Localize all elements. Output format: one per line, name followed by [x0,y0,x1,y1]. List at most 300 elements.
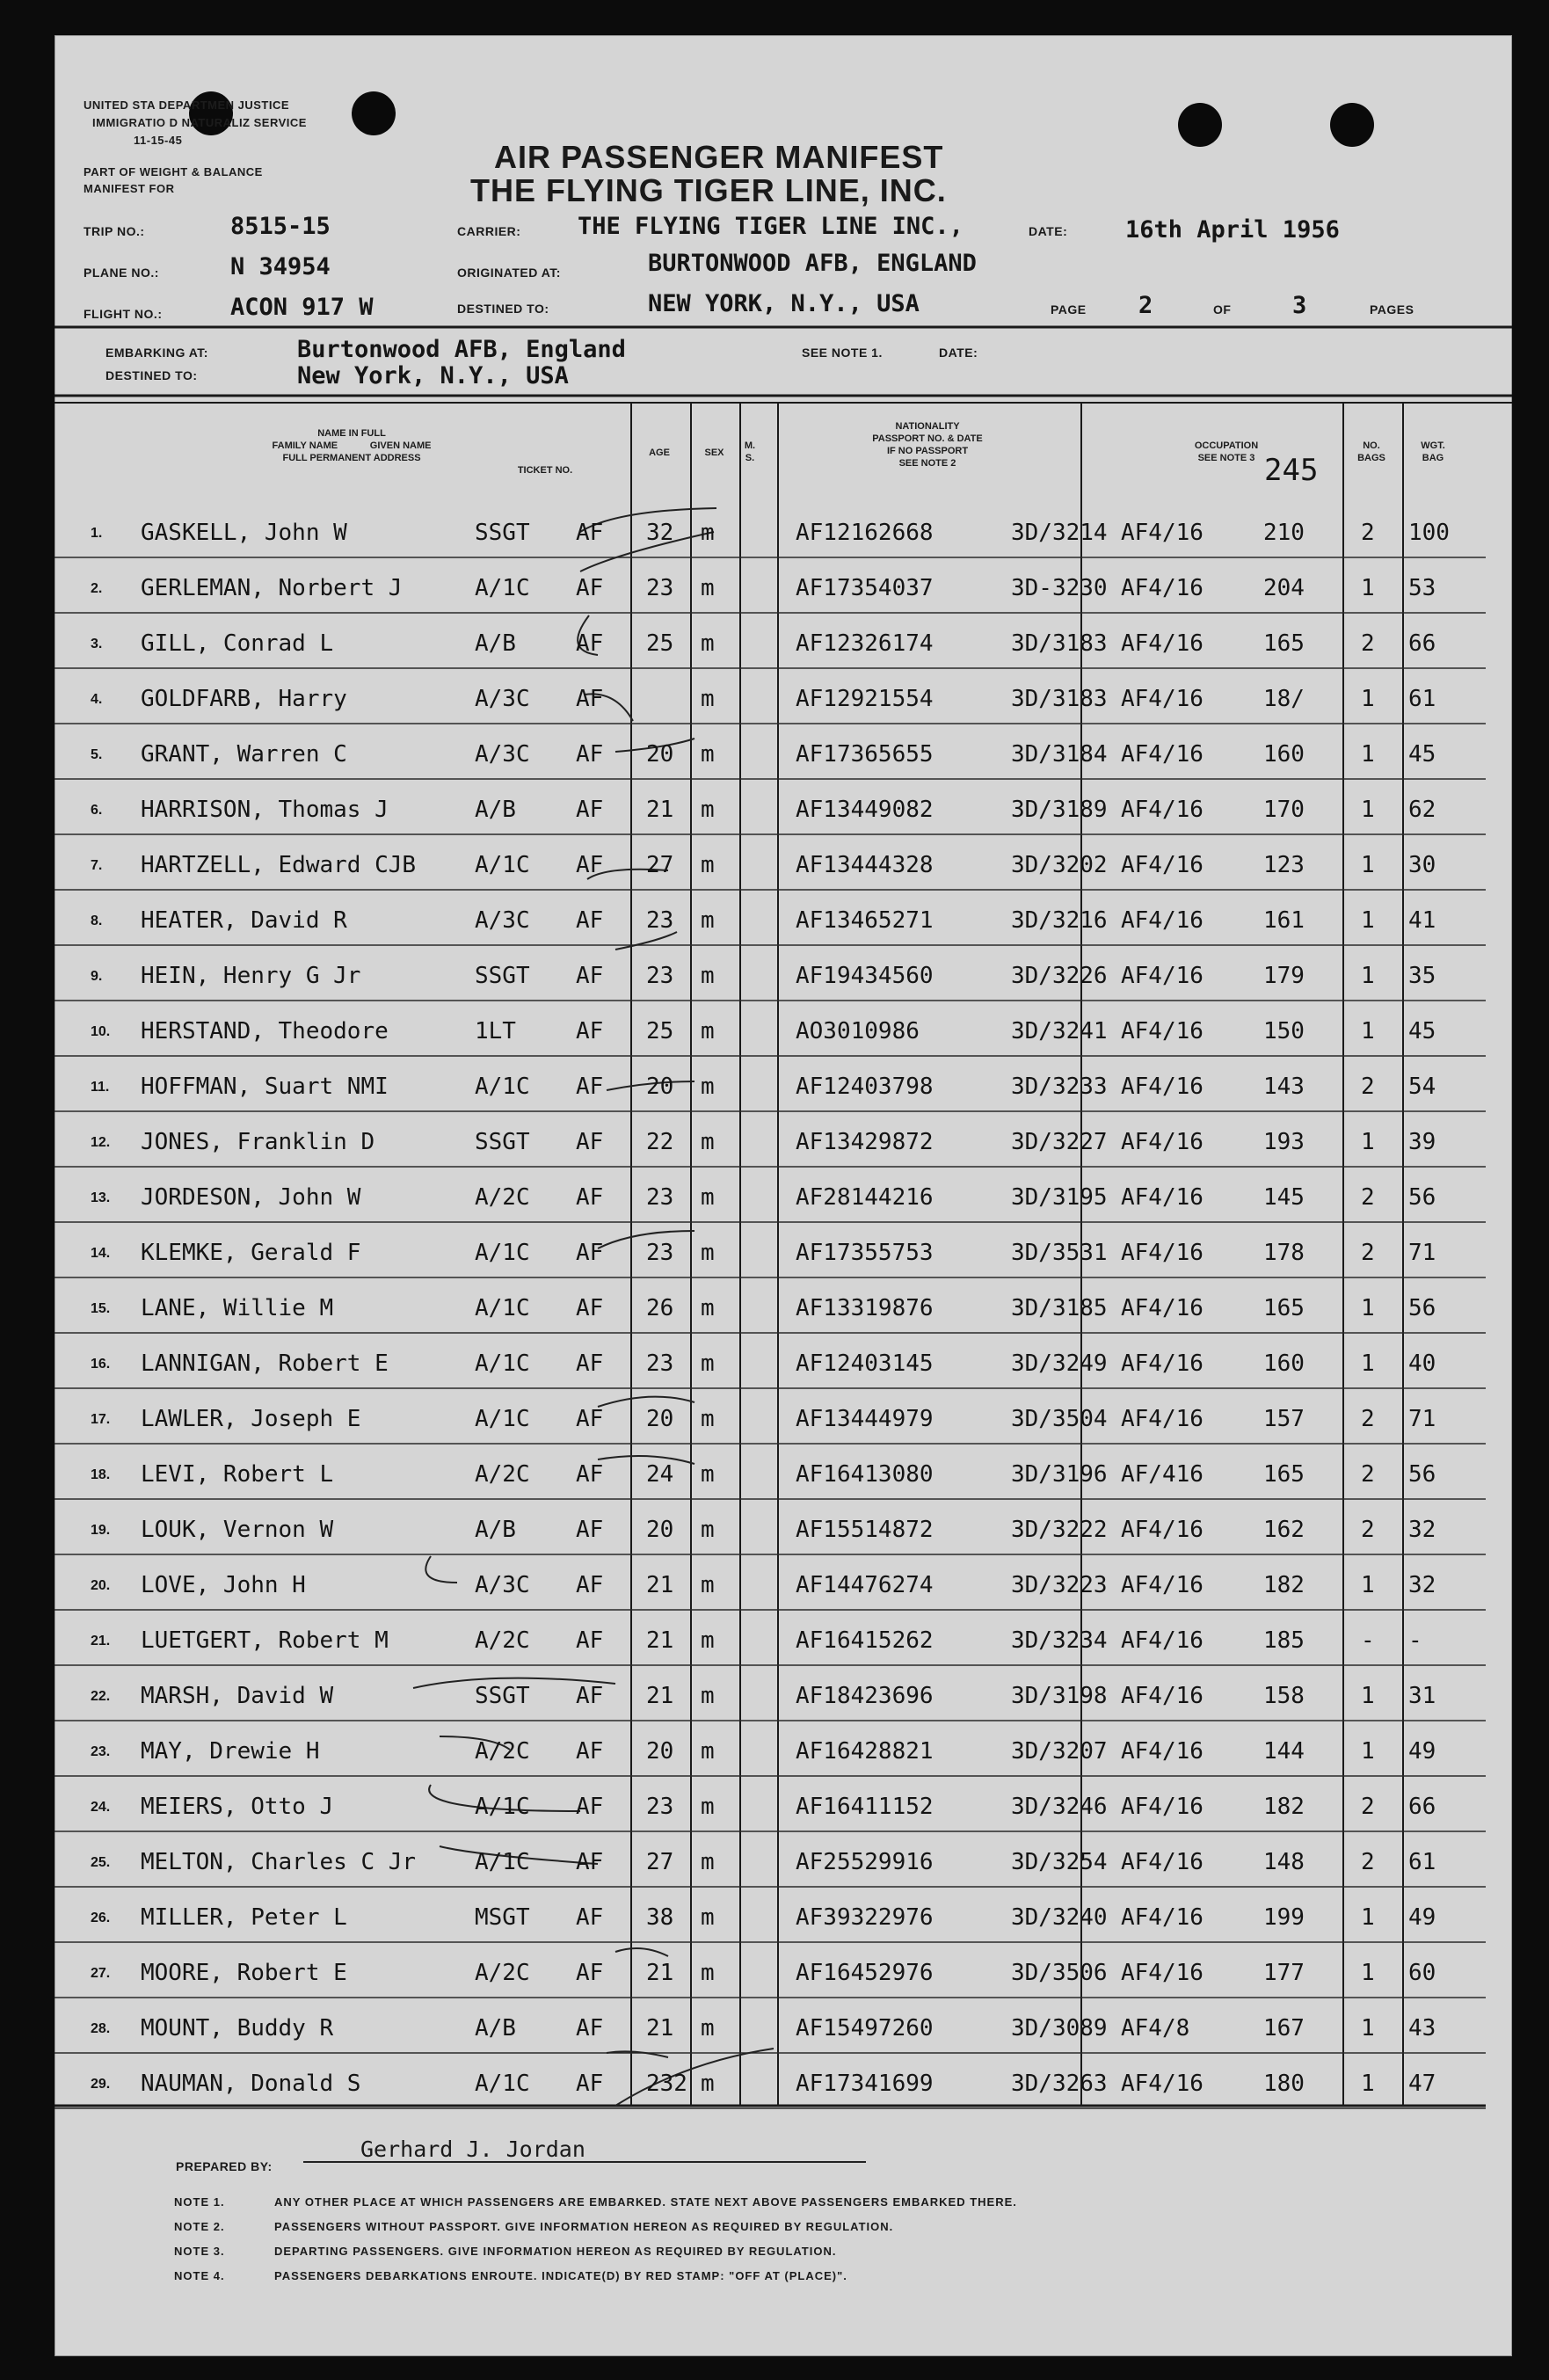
age: 21 [646,2015,674,2042]
age: 23 [646,575,674,601]
orders: AF4/16 [1121,1406,1204,1432]
table-row [0,1613,1549,1669]
table-row [0,727,1549,782]
sex: m [701,1738,715,1765]
table-row [0,506,1549,561]
bag-weight: 62 [1408,797,1436,823]
row-number: 15. [91,1301,111,1316]
bag-weight: 56 [1408,1461,1436,1488]
serial-number: AF15497260 [796,2015,934,2042]
serial-number: AF14476274 [796,1572,934,1598]
serial-number: AF12403145 [796,1350,934,1377]
rank: A/2C [475,1960,530,1986]
rank: A/1C [475,1074,530,1100]
col-passport: PASSPORT NO. & DATE [872,433,983,444]
row-number: 2. [91,581,103,596]
bags-count: 1 [1361,1904,1375,1931]
row-number: 28. [91,2021,111,2036]
passenger-name: MOORE, Robert E [141,1960,347,1986]
code-number: 3D/3183 [1011,686,1108,712]
plane-label: PLANE NO.: [84,266,159,280]
originated-label: ORIGINATED AT: [457,266,561,280]
col-weight: WGT. [1421,440,1445,451]
row-number: 18. [91,1467,111,1482]
rank: A/2C [475,1461,530,1488]
age: 25 [646,1018,674,1044]
rank: A/1C [475,575,530,601]
table-row [0,1835,1549,1890]
code-number: 3D/3195 [1011,1184,1108,1211]
table-row [0,1226,1549,1281]
table-row [0,1059,1549,1115]
ticket-unit: AF [576,1683,604,1709]
bags-count: 1 [1361,852,1375,878]
sex: m [701,1904,715,1931]
agency-line-1: UNITED STA DEPARTMEN JUSTICE [84,98,290,112]
passenger-name: LANE, Willie M [141,1295,334,1321]
weight: 170 [1263,797,1305,823]
row-number: 10. [91,1024,111,1039]
agency-line-3: 11-15-45 [134,134,183,147]
serial-number: AF16428821 [796,1738,934,1765]
serial-number: AF17355753 [796,1240,934,1266]
passenger-name: NAUMAN, Donald S [141,2071,361,2097]
code-number: 3D/3226 [1011,963,1108,989]
weight: 145 [1263,1184,1305,1211]
prepared-line [303,2160,866,2164]
rank: SSGT [475,1129,530,1155]
code-number: 3D-3230 [1011,575,1108,601]
bag-weight: - [1408,1627,1422,1654]
serial-number: AO3010986 [796,1018,920,1044]
bag-weight: 71 [1408,1406,1436,1432]
col-age-header: AGE [649,448,670,458]
passenger-name: MOUNT, Buddy R [141,2015,334,2042]
age: 32 [646,520,674,546]
passenger-name: HEIN, Henry G Jr [141,963,361,989]
row-number: 27. [91,1966,111,1981]
row-number: 4. [91,692,103,707]
page-label: PAGE [1051,302,1087,317]
bag-weight: 39 [1408,1129,1436,1155]
sex: m [701,1350,715,1377]
weight: 161 [1263,907,1305,934]
bags-count: 2 [1361,1074,1375,1100]
sex: m [701,1018,715,1044]
destined2-label: DESTINED TO: [105,368,198,382]
code-number: 3D/3196 [1011,1461,1108,1488]
destined-label: DESTINED TO: [457,302,549,316]
ticket-unit: AF [576,1794,604,1820]
orders: AF4/16 [1121,1572,1204,1598]
weight: 165 [1263,1461,1305,1488]
row-number: 22. [91,1689,111,1704]
serial-number: AF12162668 [796,520,934,546]
note-text: ANY OTHER PLACE AT WHICH PASSENGERS ARE EMBARKED. STATE NEXT ABOVE PASSENGERS EMBARKED THERE. [274,2195,1017,2209]
passenger-name: GASKELL, John W [141,520,347,546]
age: 21 [646,797,674,823]
occupation-handwritten-number: 245 [1264,453,1319,488]
ticket-unit: AF [576,1129,604,1155]
date-label: DATE: [1029,224,1068,238]
sex: m [701,1960,715,1986]
weight: 143 [1263,1074,1305,1100]
orders: AF4/16 [1121,686,1204,712]
sex: m [701,1517,715,1543]
prepared-label: PREPARED BY: [176,2159,273,2173]
age: 23 [646,907,674,934]
orders: AF4/16 [1121,907,1204,934]
bag-weight: 45 [1408,741,1436,768]
row-number: 14. [91,1246,111,1261]
orders: AF4/16 [1121,741,1204,768]
ticket-unit: AF [576,1018,604,1044]
bags-count: 1 [1361,907,1375,934]
rank: A/1C [475,852,530,878]
punch-hole [352,91,396,135]
bag-weight: 45 [1408,1018,1436,1044]
see-note-label: SEE NOTE 1. [802,346,883,360]
passenger-name: GERLEMAN, Norbert J [141,575,403,601]
age: 27 [646,1849,674,1875]
table-row [0,1004,1549,1059]
passenger-name: MARSH, David W [141,1683,334,1709]
code-number: 3D/3506 [1011,1960,1108,1986]
weight: 144 [1263,1738,1305,1765]
sex: m [701,1184,715,1211]
ticket-unit: AF [576,2071,604,2097]
bag-weight: 100 [1408,520,1450,546]
ticket-unit: AF [576,520,604,546]
table-row [0,1392,1549,1447]
bag-weight: 60 [1408,1960,1436,1986]
orders: AF4/16 [1121,1627,1204,1654]
col-weight-bag: BAG [1422,453,1444,463]
orders: AF4/16 [1121,1240,1204,1266]
serial-number: AF13449082 [796,797,934,823]
orders: AF4/16 [1121,1018,1204,1044]
sex: m [701,741,715,768]
row-number: 8. [91,913,103,928]
bag-weight: 30 [1408,852,1436,878]
col-no-passport: IF NO PASSPORT [886,446,969,456]
rank: A/1C [475,2071,530,2097]
sex: m [701,630,715,657]
serial-number: AF13444328 [796,852,934,878]
ticket-unit: AF [576,2015,604,2042]
serial-number: AF16413080 [796,1461,934,1488]
orders: AF4/16 [1121,852,1204,878]
orders: AF4/16 [1121,1960,1204,1986]
serial-number: AF13429872 [796,1129,934,1155]
bag-weight: 47 [1408,2071,1436,2097]
prepared-by-value: Gerhard J. Jordan [360,2136,585,2162]
bag-weight: 32 [1408,1572,1436,1598]
of-label: OF [1213,302,1232,317]
date2-label: DATE: [939,346,978,360]
passenger-name: HOFFMAN, Suart NMI [141,1074,389,1100]
table-row [0,1336,1549,1392]
bag-weight: 53 [1408,575,1436,601]
orders: AF4/16 [1121,1904,1204,1931]
bags-count: 2 [1361,1240,1375,1266]
age: 26 [646,1295,674,1321]
passenger-name: MEIERS, Otto J [141,1794,334,1820]
bag-weight: 43 [1408,2015,1436,2042]
rank: SSGT [475,963,530,989]
bag-weight: 61 [1408,1849,1436,1875]
bags-count: 1 [1361,1350,1375,1377]
age: 21 [646,1683,674,1709]
sex: m [701,1627,715,1654]
ticket-unit: AF [576,1849,604,1875]
col-address: FULL PERMANENT ADDRESS [282,453,421,463]
row-number: 17. [91,1412,111,1427]
ticket-unit: AF [576,1240,604,1266]
ticket-unit: AF [576,963,604,989]
table-row [0,782,1549,838]
note-label: NOTE 4. [174,2269,225,2282]
row-number: 16. [91,1357,111,1372]
code-number: 3D/3202 [1011,852,1108,878]
bag-weight: 56 [1408,1184,1436,1211]
note-label: NOTE 1. [174,2195,225,2209]
serial-number: AF39322976 [796,1904,934,1931]
note-text: PASSENGERS DEBARKATIONS ENROUTE. INDICATE(D) BY RED STAMP: "OFF AT (PLACE)". [274,2269,847,2282]
plane-value: N 34954 [230,253,331,280]
table-row [0,561,1549,616]
age: 21 [646,1627,674,1654]
serial-number: AF17365655 [796,741,934,768]
orders: AF4/16 [1121,1794,1204,1820]
row-number: 12. [91,1135,111,1150]
weight: 165 [1263,630,1305,657]
orders: AF4/16 [1121,1184,1204,1211]
weight: 179 [1263,963,1305,989]
weight: 182 [1263,1794,1305,1820]
bags-count: 1 [1361,797,1375,823]
serial-number: AF17354037 [796,575,934,601]
rank: SSGT [475,1683,530,1709]
col-ms-header: M. S. [744,440,756,463]
code-number: 3D/3241 [1011,1018,1108,1044]
bags-count: 1 [1361,963,1375,989]
passenger-name: MILLER, Peter L [141,1904,347,1931]
code-number: 3D/3246 [1011,1794,1108,1820]
age: 21 [646,1960,674,1986]
rank: A/1C [475,1794,530,1820]
weight: 158 [1263,1683,1305,1709]
sex: m [701,686,715,712]
manifest-title: AIR PASSENGER MANIFEST [494,139,944,175]
bags-count: 2 [1361,1794,1375,1820]
code-number: 3D/3234 [1011,1627,1108,1654]
table-row [0,838,1549,893]
passenger-name: MELTON, Charles C Jr [141,1849,417,1875]
row-number: 3. [91,637,103,651]
passenger-name: LUETGERT, Robert M [141,1627,389,1654]
sex: m [701,907,715,934]
rank: A/B [475,630,516,657]
embarking-value: Burtonwood AFB, England [297,336,626,363]
table-row [0,1724,1549,1780]
passenger-name: LANNIGAN, Robert E [141,1350,389,1377]
weight: 160 [1263,1350,1305,1377]
age: 24 [646,1461,674,1488]
bags-count: 2 [1361,1406,1375,1432]
col-see-note-3: SEE NOTE 3 [1197,453,1255,463]
sex: m [701,2015,715,2042]
table-row [0,2001,1549,2056]
col-given-name: GIVEN NAME [369,440,432,451]
ticket-unit: AF [576,907,604,934]
bags-count: 1 [1361,1738,1375,1765]
row-number: 26. [91,1911,111,1925]
passenger-name: JORDESON, John W [141,1184,361,1211]
age: 22 [646,1129,674,1155]
serial-number: AF13319876 [796,1295,934,1321]
code-number: 3D/3184 [1011,741,1108,768]
sex: m [701,1295,715,1321]
bags-count: 2 [1361,1517,1375,1543]
serial-number: AF17341699 [796,2071,934,2097]
note-text: DEPARTING PASSENGERS. GIVE INFORMATION HEREON AS REQUIRED BY REGULATION. [274,2245,837,2258]
code-number: 3D/3183 [1011,630,1108,657]
ticket-unit: AF [576,1295,604,1321]
bag-weight: 71 [1408,1240,1436,1266]
row-number: 20. [91,1578,111,1593]
punch-hole [1330,103,1374,147]
rank: A/1C [475,1406,530,1432]
code-number: 3D/3198 [1011,1683,1108,1709]
rank: A/3C [475,1572,530,1598]
table-row [0,893,1549,949]
orders: AF4/16 [1121,963,1204,989]
weight: 160 [1263,741,1305,768]
serial-number: AF12403798 [796,1074,934,1100]
bags-count: 1 [1361,575,1375,601]
weight: 180 [1263,2071,1305,2097]
trip-label: TRIP NO.: [84,224,145,238]
serial-number: AF25529916 [796,1849,934,1875]
age: 23 [646,963,674,989]
ticket-unit: AF [576,1572,604,1598]
code-number: 3D/3214 [1011,520,1108,546]
sex: m [701,1129,715,1155]
weight: 182 [1263,1572,1305,1598]
rank: A/1C [475,1295,530,1321]
code-number: 3D/3223 [1011,1572,1108,1598]
table-row [0,1281,1549,1336]
agency-line-4: PART OF WEIGHT & BALANCE [84,165,263,178]
passenger-name: LOUK, Vernon W [141,1517,334,1543]
age: 27 [646,852,674,878]
weight: 185 [1263,1627,1305,1654]
sex: m [701,963,715,989]
row-number: 5. [91,747,103,762]
bags-count: 1 [1361,741,1375,768]
bag-weight: 61 [1408,686,1436,712]
weight: 157 [1263,1406,1305,1432]
sex: m [701,852,715,878]
ticket-unit: AF [576,1350,604,1377]
rank: A/1C [475,1350,530,1377]
passenger-name: MAY, Drewie H [141,1738,320,1765]
passenger-name: GILL, Conrad L [141,630,334,657]
rank: MSGT [475,1904,530,1931]
serial-number: AF16411152 [796,1794,934,1820]
passenger-name: LEVI, Robert L [141,1461,334,1488]
ticket-unit: AF [576,741,604,768]
serial-number: AF16452976 [796,1960,934,1986]
ticket-unit: AF [576,575,604,601]
passenger-name: HARTZELL, Edward CJB [141,852,417,878]
bag-weight: 32 [1408,1517,1436,1543]
bag-weight: 41 [1408,907,1436,934]
age: 23 [646,1240,674,1266]
ticket-unit: AF [576,1738,604,1765]
carrier-value: THE FLYING TIGER LINE INC., [578,213,964,240]
bags-count: 1 [1361,1960,1375,1986]
passenger-name: KLEMKE, Gerald F [141,1240,361,1266]
note-label: NOTE 3. [174,2245,225,2258]
serial-number: AF12326174 [796,630,934,657]
serial-number: AF19434560 [796,963,934,989]
code-number: 3D/3227 [1011,1129,1108,1155]
col-bags-no: NO. [1363,440,1380,451]
bags-count: 1 [1361,1295,1375,1321]
orders: AF4/16 [1121,1683,1204,1709]
table-row [0,1558,1549,1613]
bag-weight: 49 [1408,1738,1436,1765]
age: 23 [646,1794,674,1820]
bags-count: 1 [1361,1129,1375,1155]
col-weight-header [1407,440,1459,464]
row-number: 6. [91,803,103,818]
table-row [0,672,1549,727]
sex: m [701,1240,715,1266]
page-value: 2 [1138,292,1153,319]
row-number: 21. [91,1634,111,1649]
rank: A/3C [475,907,530,934]
code-number: 3D/3207 [1011,1738,1108,1765]
flight-label: FLIGHT NO.: [84,307,163,321]
carrier-label: CARRIER: [457,224,521,238]
bag-weight: 54 [1408,1074,1436,1100]
rank: A/B [475,797,516,823]
bags-count: 2 [1361,1849,1375,1875]
rank: A/2C [475,1184,530,1211]
col-ticket-header: TICKET NO. [517,465,573,476]
weight: 167 [1263,2015,1305,2042]
note-text: PASSENGERS WITHOUT PASSPORT. GIVE INFORMATION HEREON AS REQUIRED BY REGULATION. [274,2220,894,2233]
rank: SSGT [475,520,530,546]
passenger-name: GRANT, Warren C [141,741,347,768]
bag-weight: 35 [1408,963,1436,989]
row-number: 19. [91,1523,111,1538]
note-label: NOTE 2. [174,2220,225,2233]
bag-weight: 31 [1408,1683,1436,1709]
row-number: 24. [91,1800,111,1815]
rank: A/3C [475,741,530,768]
serial-number: AF16415262 [796,1627,934,1654]
table-row [0,2056,1549,2112]
table-row [0,1946,1549,2001]
serial-number: AF15514872 [796,1517,934,1543]
orders: AF4/16 [1121,520,1204,546]
passenger-name: HEATER, David R [141,907,347,934]
ticket-unit: AF [576,1461,604,1488]
